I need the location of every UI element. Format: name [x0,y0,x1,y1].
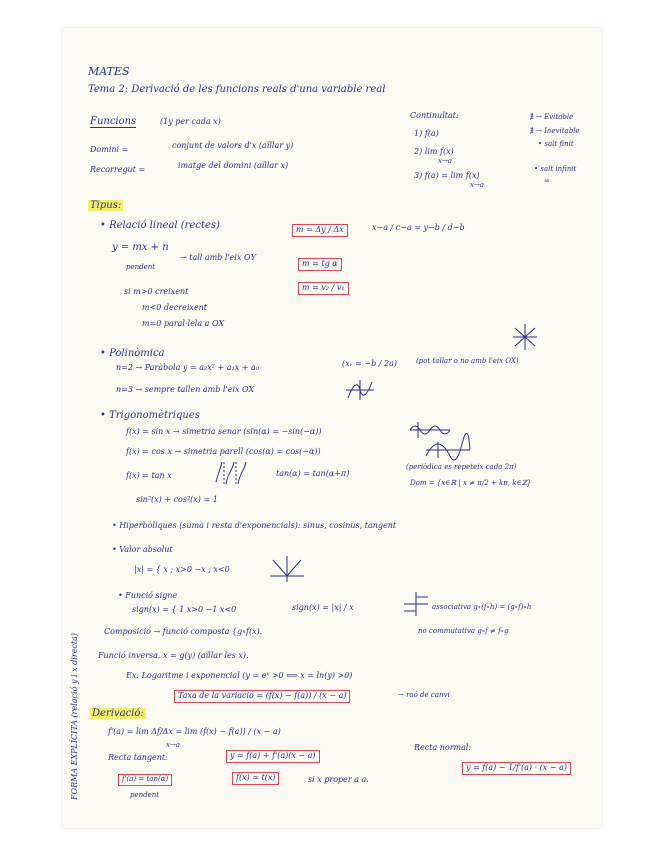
decreixent-label: m<0 decreixent [142,303,207,312]
pendent-under-label: pendent [130,791,160,799]
tan-domain: Dom = {x∈ℝ | x ≠ π/2 + kπ, k∈ℤ} [410,479,532,487]
continuitat-c2-sub: x→a [438,157,452,165]
tan-note: (periòdica es repeteix cada 2π) [406,463,517,471]
valor-absolut-title: • Valor absolut [112,545,173,554]
line-equation: y = mx + n [112,242,169,253]
sign-graph-icon [404,592,428,616]
funcions-note: (1y per cada x) [160,117,221,126]
continuitat-c1: 1) f(a) [414,129,439,138]
continuitat-c2: 2) lim f(x) [414,147,454,156]
pendent-tan-box: f'(a) = tan(α) [118,774,172,786]
funcions-heading: Funcions [90,116,137,127]
creixent-label: si m>0 creixent [124,287,189,296]
linear-approx-box: f(x) ≃ t(x) [232,772,279,785]
tangent-graph-icon [216,462,250,484]
normal-equation-box: y = f(a) − 1/f'(a) · (x − a) [462,762,571,775]
signe-title: • Funció signe [118,591,178,600]
signe-definition: sign(x) = { 1 x>0 −1 x<0 [132,605,237,614]
tall-label: → tall amb l'eix OY [180,253,256,262]
hiperboliques-line: • Hiperbòliques (suma i resta d'exponencials): sinus, cosinus, tangent [112,521,397,530]
asterisk-sketch-icon [510,322,540,352]
topic-title: Tema 2: Derivació de les funcions reals d'una variable real [88,84,386,95]
abs-value-graph-icon [270,556,304,582]
recta-tangent-label: Recta tangent: [108,753,168,762]
domini-label: Domini = [90,145,129,154]
derivacio-heading: Derivació: [92,708,144,719]
abs-definition: |x| = { x ; x>0 −x ; x<0 [134,565,230,574]
cubica-line: n=3 → sempre tallen amb l'eix OX [116,385,255,394]
ratio-formula: x−a / c−a = y−b / d−b [372,223,465,232]
nocommutativa-label: no commutativa g∘f ≠ f∘g [418,627,509,635]
approx-note: si x proper a a. [308,775,369,784]
continuitat-c3-sub: x→a [470,181,484,189]
continuitat-r4-sub: ∞ [544,177,550,185]
parabola-line: n=2 → Paràbola y = a₂x² + a₁x + a₀ [116,363,259,372]
trig-title: • Trigonomètriques [100,410,200,421]
sin-line: f(x) = sin x → simetria senar (sin(α) = −sin(−α)) [126,427,322,436]
tan-line: f(x) = tan x [126,471,172,480]
derivative-definition: f'(a) = lim Δf/Δx = lim (f(x) − f(a)) / (x − a) [108,727,281,736]
derivative-limit-sub: x→a [166,741,180,749]
tangent-slope-box: m = tg α [298,258,342,271]
composicio-line: Composició → funció composta {g∘f(x). [104,627,263,636]
taxa-variacio-box: Taxa de la variació = (f(x) − f(a)) / (x − a) [174,690,350,703]
continuitat-r3: • salt finit [538,140,574,148]
recorregut-label: Recorregut = [90,165,146,174]
polinomica-title: • Polinòmica [100,348,165,359]
cosine-wave-icon [426,442,470,458]
example-line: Ex: Logaritme i exponencial (y = eˣ >0 ⟺ x = ln(y) >0) [126,671,353,680]
recorregut-text: imatge del domini (aïllar x) [178,161,289,170]
sine-wave-icon [410,422,450,438]
continuitat-r4: • salt infinit [534,165,577,173]
velocity-slope-box: m = v₂ / v₁ [298,282,349,295]
margin-vertical-note: FORMA EXPLÍCITA (relació y i x directa) [70,633,79,800]
inversa-line: Funció inversa. x = g(y) (aïllar les x). [98,651,249,660]
associativa-label: associativa g∘(f∘h) = (g∘f)∘h [432,603,532,611]
continuitat-r2: ∄ → Inevitable [530,127,580,135]
cos-line: f(x) = cos x → simetria parell (cos(α) = cos(−α)) [126,447,321,456]
tan-periodic-eq: tan(α) = tan(α+π) [276,469,350,478]
pendent-label: pendent [126,263,156,271]
relacio-title: • Relació lineal (rectes) [100,220,220,231]
tipus-heading: Tipus: [90,200,122,211]
slope-definition-box: m = Δy / Δx [292,224,348,237]
signe-alt: sign(x) = |x| / x [292,603,354,612]
continuitat-c3: 3) f(a) = lim f(x) [414,171,480,180]
recta-normal-label: Recta normal: [414,743,472,752]
parabola-note: (pot tallar o no amb l'eix OX) [416,357,519,365]
continuitat-r1: ∄ → Evitable [530,113,574,121]
continuitat-heading: Continuïtat: [410,111,459,120]
domini-text: conjunt de valors d'x (aïllar y) [172,141,294,150]
subject-title: MATES [88,65,130,78]
tangent-equation-box: y = f(a) + f'(a)(x − a) [226,750,320,763]
cubic-graph-icon [346,380,374,400]
rao-canvi-label: → raó de canvi [398,691,450,699]
paralela-label: m=0 paral·lela a OX [142,319,225,328]
trig-identity: sin²(x) + cos²(x) = 1 [136,495,218,504]
vertex-formula: (xᵥ = −b / 2a) [342,359,397,368]
